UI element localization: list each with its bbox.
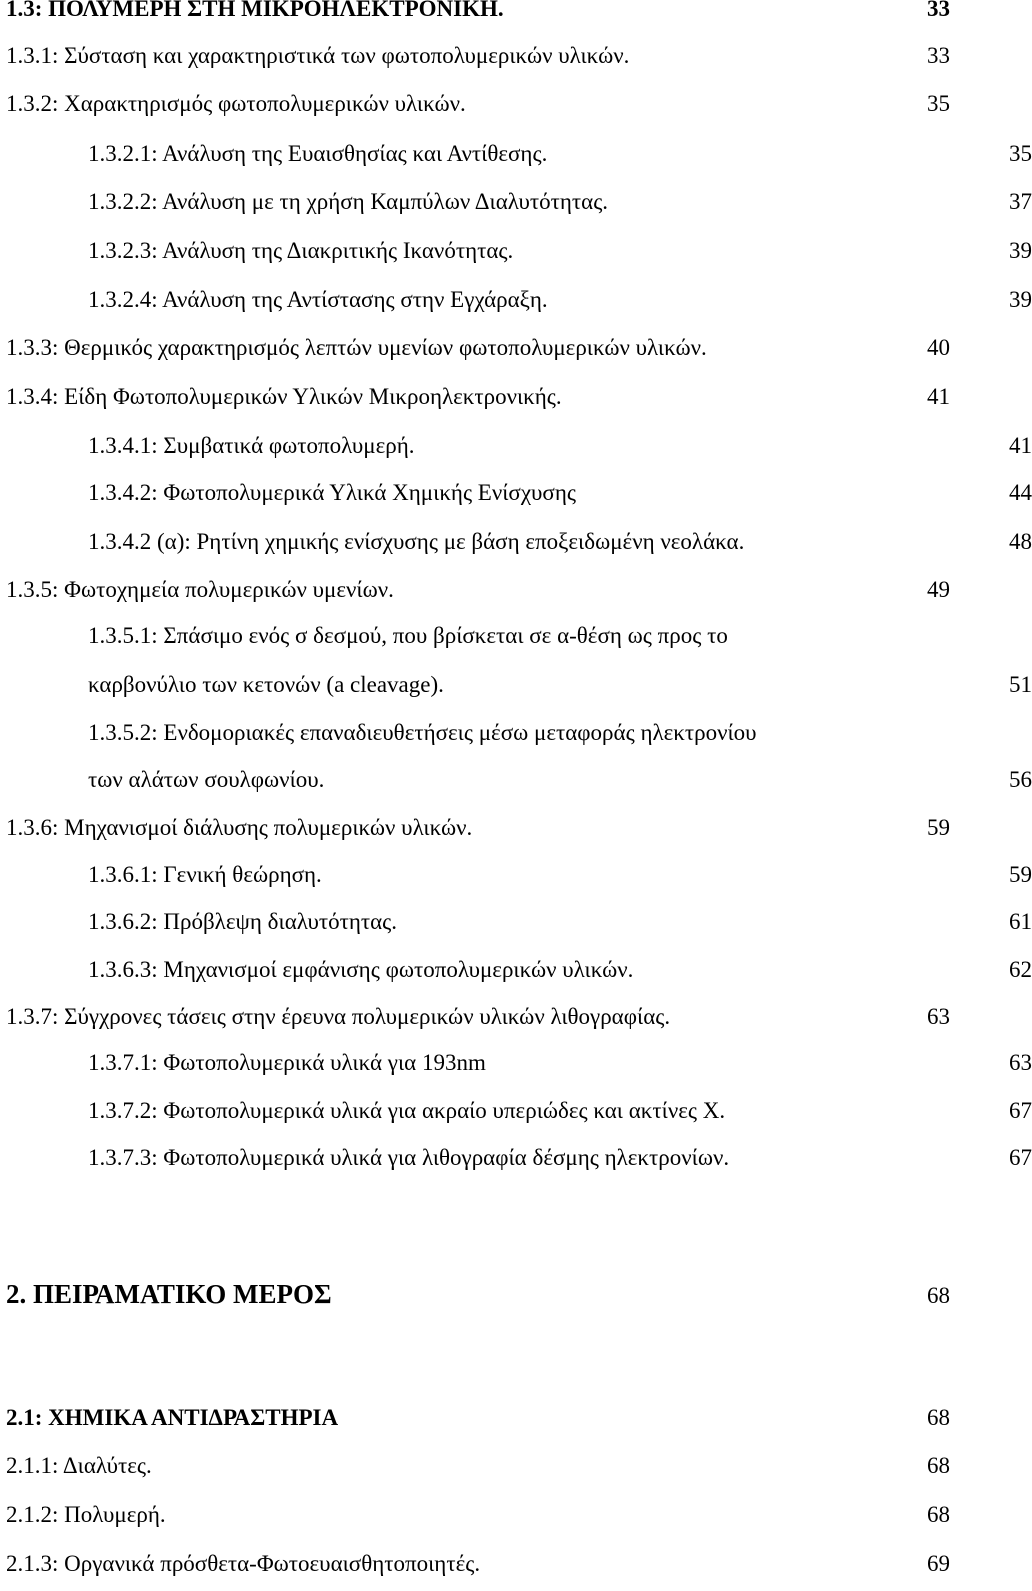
toc-entry-chapter-2[interactable] <box>0 1279 950 1317</box>
toc-entry-page: 35 <box>1009 141 1032 166</box>
toc-entry-1-3-2[interactable] <box>0 91 950 123</box>
toc-entry-title: 1.3.6.1: Γενική θεώρηση. <box>88 862 322 887</box>
toc-entry-1-3-7-2[interactable] <box>0 1098 1032 1130</box>
toc-entry-page: 59 <box>927 815 950 840</box>
toc-entry-page: 56 <box>1009 767 1032 792</box>
toc-entry-1-3-4-1[interactable] <box>0 433 1032 465</box>
toc-entry-1-3-1[interactable] <box>0 43 950 75</box>
toc-entry-page: 69 <box>927 1551 950 1576</box>
toc-entry-page: 63 <box>927 1004 950 1029</box>
toc-entry-page: 41 <box>1009 433 1032 458</box>
toc-entry-title: 1.3.6: Μηχανισμοί διάλυσης πολυμερικών υλικών. <box>6 815 473 840</box>
toc-entry-title: 1.3.2.4: Ανάλυση της Αντίστασης στην Εγχάραξη. <box>88 287 548 312</box>
toc-entry-title: 2.1.1: Διαλύτες. <box>6 1453 152 1478</box>
toc-entry-page: 33 <box>927 0 950 21</box>
toc-entry-title: 2.1.3: Οργανικά πρόσθετα-Φωτοευαισθητοποιητές. <box>6 1551 481 1576</box>
toc-entry-title: 1.3.2: Χαρακτηρισμός φωτοπολυμερικών υλικών. <box>6 91 466 116</box>
toc-entry-2-1-3[interactable] <box>0 1551 950 1583</box>
toc-entry-title: 1.3.7: Σύγχρονες τάσεις στην έρευνα πολυμερικών υλικών λιθογραφίας. <box>6 1004 671 1029</box>
toc-entry-1-3[interactable] <box>0 0 950 28</box>
toc-entry-1-3-2-3[interactable] <box>0 238 1032 270</box>
toc-entry-page: 40 <box>927 335 950 360</box>
toc-entry-title: 1.3.6.3: Μηχανισμοί εμφάνισης φωτοπολυμερικών υλικών. <box>88 957 634 982</box>
toc-entry-1-3-3[interactable] <box>0 335 950 367</box>
toc-entry-2-1[interactable] <box>0 1405 950 1437</box>
toc-entry-title: 1.3.4.2 (α): Ρητίνη χημικής ενίσχυσης με βάση εποξειδωμένη νεολάκα. <box>88 529 745 554</box>
toc-entry-page: 37 <box>1009 189 1032 214</box>
toc-entry-page: 39 <box>1009 238 1032 263</box>
toc-entry-title: 1.3.4: Είδη Φωτοπολυμερικών Υλικών Μικροηλεκτρονικής. <box>6 384 562 409</box>
toc-entry-page: 41 <box>927 384 950 409</box>
toc-entry-title: 1.3.7.2: Φωτοπολυμερικά υλικά για ακραίο υπεριώδες και ακτίνες Χ. <box>88 1098 726 1123</box>
toc-entry-title: 1.3.4.2: Φωτοπολυμερικά Υλικά Χημικής Ενίσχυσης <box>88 480 576 505</box>
toc-entry-1-3-4-2-a[interactable] <box>0 529 1032 561</box>
toc-entry-1-3-2-2[interactable] <box>0 189 1032 221</box>
toc-entry-page: 59 <box>1009 862 1032 887</box>
toc-entry-page: 39 <box>1009 287 1032 312</box>
toc-entry-page: 49 <box>927 577 950 602</box>
toc-entry-title: 1.3.6.2: Πρόβλεψη διαλυτότητας. <box>88 909 398 934</box>
toc-entry-1-3-5-1-continued[interactable] <box>0 672 1032 704</box>
toc-entry-page: 48 <box>1009 529 1032 554</box>
toc-entry-title: 1.3.5: Φωτοχημεία πολυμερικών υμενίων. <box>6 577 394 602</box>
toc-entry-page: 61 <box>1009 909 1032 934</box>
toc-entry-1-3-5-2-continued[interactable] <box>0 767 1032 799</box>
toc-entry-title: 2. ΠΕΙΡΑΜΑΤΙΚΟ ΜΕΡΟΣ <box>6 1279 332 1309</box>
toc-entry-page: 44 <box>1009 480 1032 505</box>
toc-entry-page: 68 <box>927 1502 950 1527</box>
toc-entry-title: καρβονύλιο των κετονών (a cleavage). <box>88 672 444 697</box>
toc-entry-1-3-7[interactable] <box>0 1004 950 1036</box>
toc-entry-page: 33 <box>927 43 950 68</box>
toc-entry-title: 1.3.5.1: Σπάσιμο ενός σ δεσμού, που βρίσκεται σε α-θέση ως προς το <box>88 623 728 648</box>
toc-entry-1-3-7-3[interactable] <box>0 1145 1032 1177</box>
toc-entry-title: 1.3.7.1: Φωτοπολυμερικά υλικά για 193nm <box>88 1050 486 1075</box>
toc-entry-page: 35 <box>927 91 950 116</box>
toc-entry-title: 2.1: ΧΗΜΙΚΑ ΑΝΤΙΔΡΑΣΤΗΡΙΑ <box>6 1405 339 1430</box>
toc-entry-1-3-6-1[interactable] <box>0 862 1032 894</box>
toc-entry-title: 1.3.4.1: Συμβατικά φωτοπολυμερή. <box>88 433 415 458</box>
toc-entry-page: 67 <box>1009 1098 1032 1123</box>
toc-entry-page: 68 <box>927 1283 950 1308</box>
toc-entry-page: 62 <box>1009 957 1032 982</box>
toc-entry-page: 68 <box>927 1405 950 1430</box>
toc-entry-1-3-6-2[interactable] <box>0 909 1032 941</box>
toc-entry-title: 2.1.2: Πολυμερή. <box>6 1502 166 1527</box>
toc-entry-title: 1.3: ΠΟΛΥΜΕΡΗ ΣΤΗ ΜΙΚΡΟΗΛΕΚΤΡΟΝΙΚΗ. <box>6 0 504 21</box>
toc-entry-1-3-6[interactable] <box>0 815 950 847</box>
toc-entry-title: 1.3.5.2: Ενδομοριακές επαναδιευθετήσεις μέσω μεταφοράς ηλεκτρονίου <box>88 720 757 745</box>
toc-entry-page: 68 <box>927 1453 950 1478</box>
toc-entry-1-3-7-1[interactable] <box>0 1050 1032 1082</box>
toc-entry-page: 67 <box>1009 1145 1032 1170</box>
toc-entry-2-1-2[interactable] <box>0 1502 950 1534</box>
toc-entry-title: 1.3.7.3: Φωτοπολυμερικά υλικά για λιθογραφία δέσμης ηλεκτρονίων. <box>88 1145 730 1170</box>
toc-entry-title: 1.3.2.3: Ανάλυση της Διακριτικής Ικανότητας. <box>88 238 514 263</box>
toc-entry-1-3-2-4[interactable] <box>0 287 1032 319</box>
toc-entry-page: 51 <box>1009 672 1032 697</box>
toc-entry-title: των αλάτων σουλφωνίου. <box>88 767 325 792</box>
toc-entry-2-1-1[interactable] <box>0 1453 950 1485</box>
toc-entry-1-3-5-2[interactable] <box>0 720 1032 752</box>
toc-entry-title: 1.3.2.1: Ανάλυση της Ευαισθησίας και Αντίθεσης. <box>88 141 548 166</box>
toc-entry-1-3-4[interactable] <box>0 384 950 416</box>
toc-entry-1-3-5[interactable] <box>0 577 950 609</box>
toc-entry-title: 1.3.2.2: Ανάλυση με τη χρήση Καμπύλων Διαλυτότητας. <box>88 189 609 214</box>
toc-entry-title: 1.3.3: Θερμικός χαρακτηρισμός λεπτών υμενίων φωτοπολυμερικών υλικών. <box>6 335 707 360</box>
toc-entry-page: 63 <box>1009 1050 1032 1075</box>
toc-entry-1-3-2-1[interactable] <box>0 141 1032 173</box>
toc-entry-1-3-6-3[interactable] <box>0 957 1032 989</box>
toc-entry-1-3-4-2[interactable] <box>0 480 1032 512</box>
toc-entry-title: 1.3.1: Σύσταση και χαρακτηριστικά των φωτοπολυμερικών υλικών. <box>6 43 630 68</box>
toc-entry-1-3-5-1[interactable] <box>0 623 1032 655</box>
